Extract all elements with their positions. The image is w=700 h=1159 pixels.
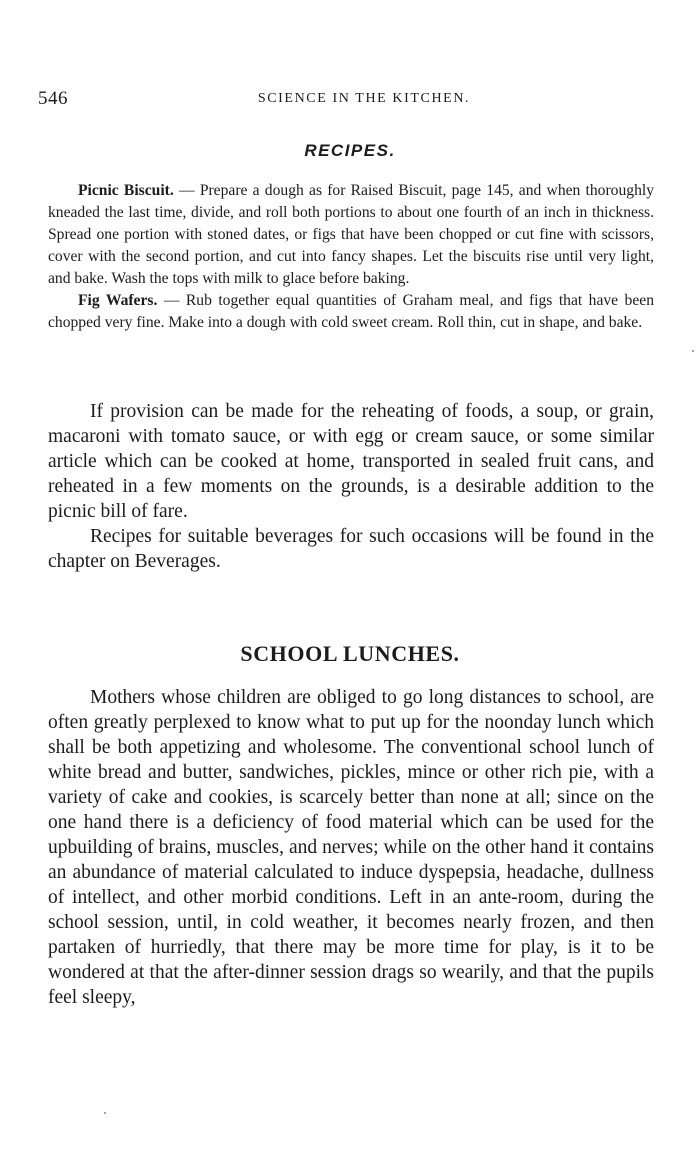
recipe-fig-wafers xyxy=(48,290,654,334)
scan-speck xyxy=(692,350,694,352)
page-header xyxy=(38,88,660,112)
recipe-text: — Prepare a dough as for Raised Biscuit, page 145, and when thoroughly kneaded the last time, divide, and roll both portions to about one fourth of an inch in thickness. Spread one portion with stoned dates, or figs that have been chopped or cut fine with scissors, cover with the second portion, and cut into fancy shapes. Let the biscuits rise until very light, and bake. Wash the tops with milk to glace before baking. xyxy=(48,182,654,287)
body-paragraph: If provision can be made for the reheating of foods, a soup, or grain, macaroni with tomato sauce, or with egg or cream sauce, or some similar article which can be cooked at home, transported in sealed fruit cans, and reheated in a few moments on the grounds, is a desirable addition to the picnic bill of fare. xyxy=(48,401,654,522)
section-heading: SCHOOL LUNCHES. xyxy=(240,641,460,666)
recipes-list xyxy=(48,180,654,334)
scan-speck xyxy=(104,1112,106,1114)
page-number: 546 xyxy=(38,88,68,109)
school-lunches-text xyxy=(48,685,654,1010)
running-head: SCIENCE IN THE KITCHEN. xyxy=(257,91,471,106)
recipes-title: RECIPES. xyxy=(304,141,396,160)
recipe-name: Fig Wafers. xyxy=(78,292,158,309)
picnic-text xyxy=(48,399,654,574)
body-paragraph: Recipes for suitable beverages for such occasions will be found in the chapter on Beverages. xyxy=(48,526,654,572)
recipe-name: Picnic Biscuit. xyxy=(78,182,174,199)
recipe-picnic-biscuit xyxy=(48,180,654,290)
body-paragraph: Mothers whose children are obliged to go long distances to school, are often greatly perplexed to know what to put up for the noonday lunch which shall be both appetizing and wholesome. The conventional school lunch of white bread and butter, sandwiches, pickles, mince or other rich pie, with a variety of cake and cookies, is scarcely better than none at all; since on the one hand there is a deficiency of food material which can be used for the upbuilding of brains, muscles, and nerves; while on the other hand it contains an abundance of material calculated to induce dyspepsia, headache, dullness of intellect, and other morbid conditions. Left in an ante-room, during the school session, until, in cold weather, it becomes nearly frozen, and then partaken of hurriedly, that there may be more time for play, is it to be wondered at that the after-dinner session drags so wearily, and that the pupils feel sleepy, xyxy=(48,687,654,1008)
recipe-text: — Rub together equal quantities of Graham meal, and figs that have been chopped very fine. Make into a dough with cold sweet cream. Roll thin, cut in shape, and bake. xyxy=(48,292,654,331)
